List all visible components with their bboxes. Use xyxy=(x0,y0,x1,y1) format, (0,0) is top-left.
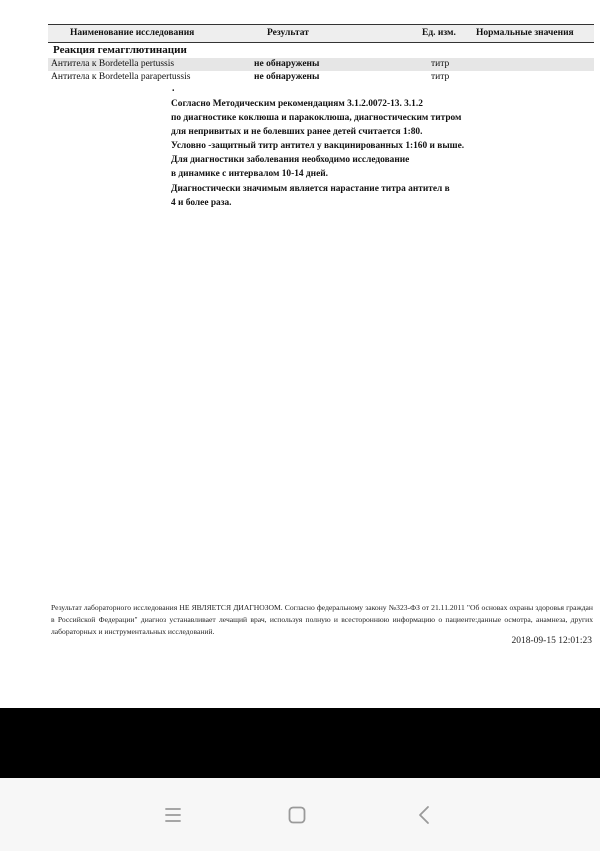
row-result: не обнаружены xyxy=(254,72,320,82)
back-icon[interactable] xyxy=(410,800,440,830)
group-title: Реакция гемагглютинации xyxy=(53,44,187,56)
row-unit: титр xyxy=(431,59,450,69)
header-unit: Ед. изм. xyxy=(422,28,456,38)
row-test-name: Антитела к Bordetella pertussis xyxy=(51,59,175,69)
header-norm: Нормальные значения xyxy=(476,28,574,38)
viewer-blank-area xyxy=(0,708,600,778)
table-row xyxy=(48,71,594,84)
table-header xyxy=(48,24,594,43)
row-test-name: Антитела к Bordetella parapertussis xyxy=(51,72,191,82)
row-unit: титр xyxy=(431,72,450,82)
menu-icon[interactable] xyxy=(158,800,188,830)
table-row xyxy=(48,58,594,71)
header-name: Наименование исследования xyxy=(70,28,195,38)
timestamp: 2018-09-15 12:01:23 xyxy=(511,636,592,646)
header-result: Результат xyxy=(267,28,309,38)
disclaimer-text: Результат лабораторного исследования НЕ ЯВЛЯЕТСЯ ДИАГНОЗОМ. Согласно федеральному закону №323-ФЗ от 21.11.2011 "Об основах охраны здоровья граждан в Российской Федерации" диагноз устанавливает лечащий врач, используя полную и всестороннюю информацию о пациенте:данные осмотра, анамнеза, других лабораторных и инструментальных исследований. xyxy=(51,603,593,636)
results-table xyxy=(48,24,594,84)
row-result: не обнаружены xyxy=(254,59,320,69)
home-icon[interactable] xyxy=(282,800,312,830)
system-navigation-bar xyxy=(0,778,600,851)
comment-dot: . xyxy=(172,83,175,94)
comment-text: Согласно Методическим рекомендациям 3.1.2.0072-13. 3.1.2 по диагностике коклюша и паракоклюша, диагностическим титром для непривитых и не болевших ранее детей считается 1:80. Условно -защитный титр антител у вакцинированных 1:160 и выше. Для диагностики заболевания необходимо исследование в динамике с интервалом 10-14 дней. Диагностически значимым является нарастание титра антител в 4 и более раза. xyxy=(171,99,465,208)
